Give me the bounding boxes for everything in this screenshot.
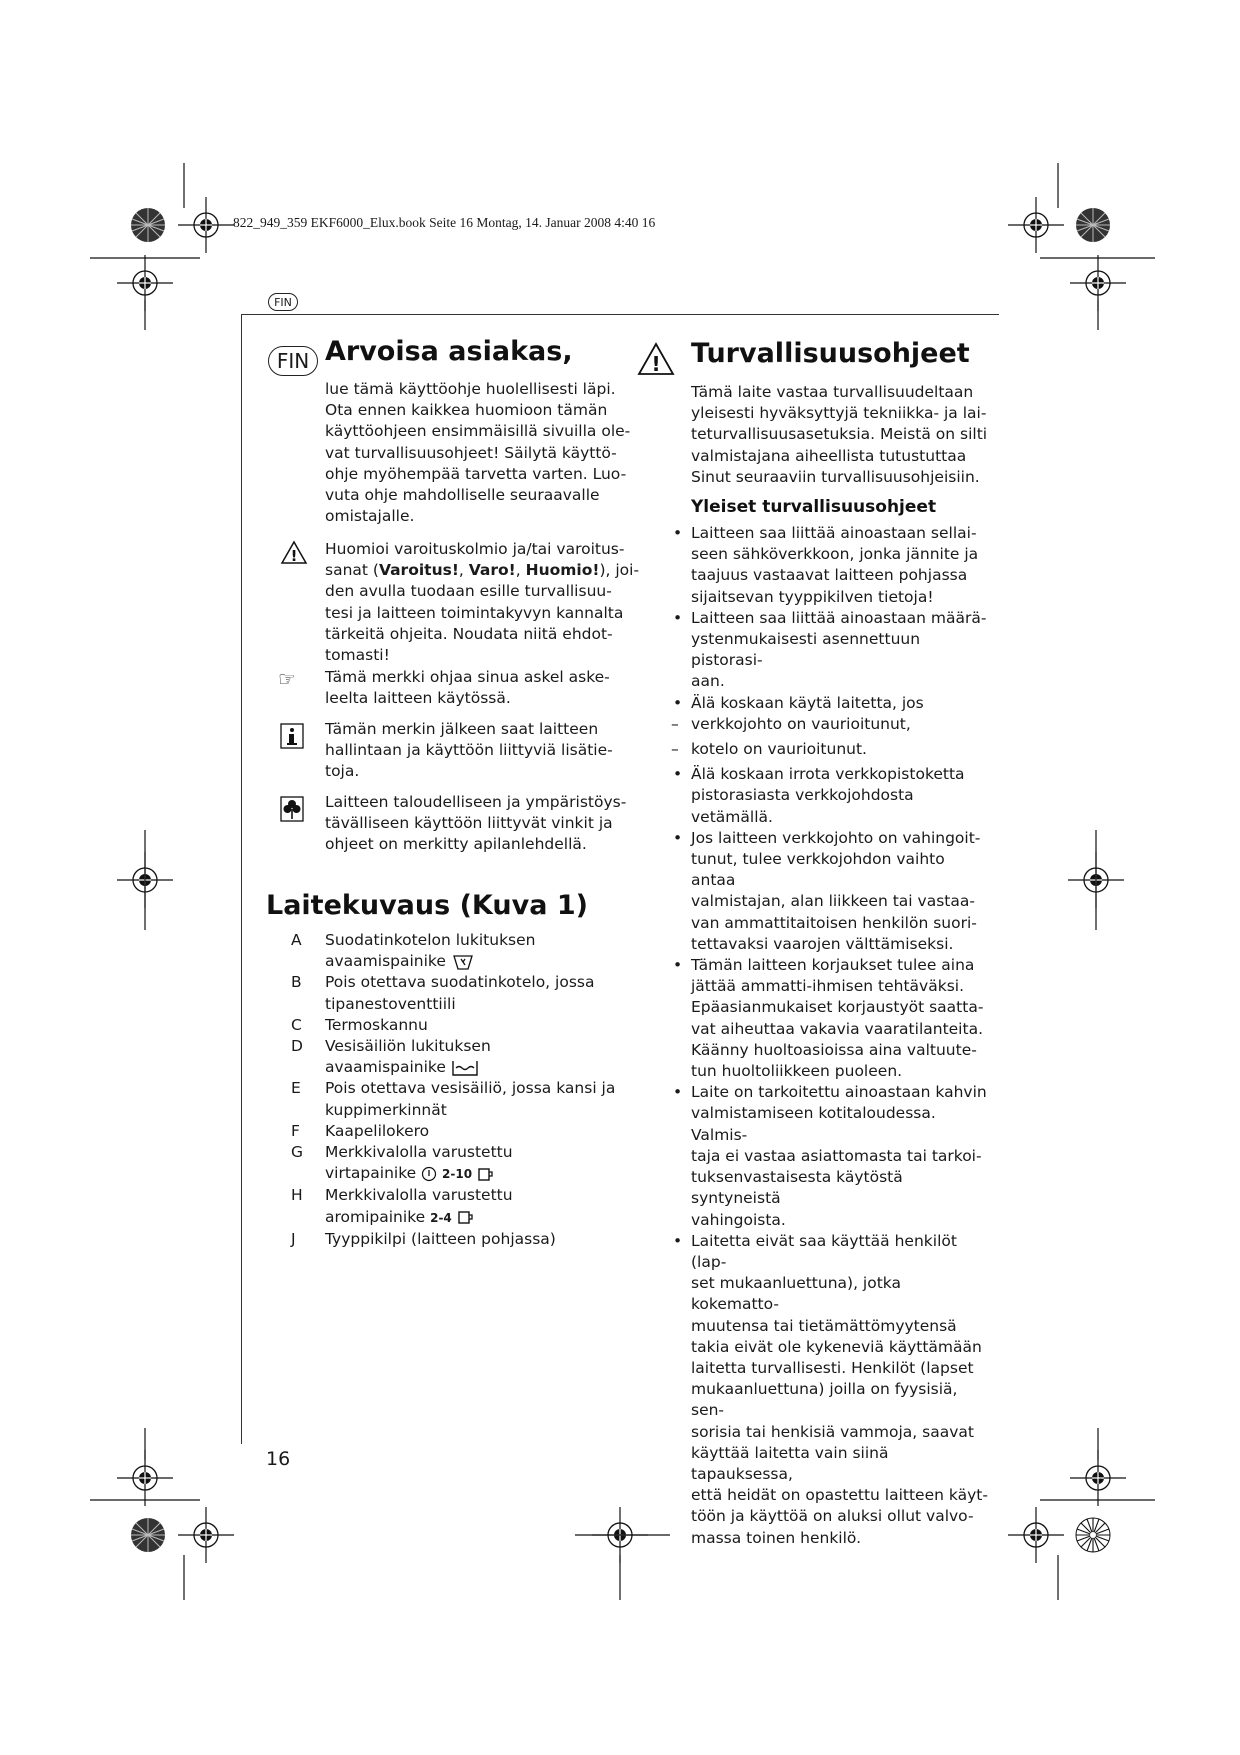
- list-item: • Älä koskaan käytä laitetta, jos: [671, 693, 991, 714]
- intro-body: lue tämä käyttöohje huolellisesti läpi. Ota ennen kaikkea huomioon tämän käyttöohjeen ensimmäisillä sivuilla ole- vat turvallisuusohjeet! Säilytä käyttö- ohje myöhempää tarvetta varten. Luo- vuta ohje mahdolliselle seuraavalle omistajalle.: [325, 380, 631, 526]
- cup-icon: [457, 1209, 475, 1225]
- list-item: D Vesisäiliön lukituksen avaamispainike: [291, 1037, 491, 1077]
- list-item: • Älä koskaan irrota verkkopistoketta pistorasiasta verkkojohdosta vetämällä.: [671, 764, 991, 828]
- general-safety-subtitle: Yleiset turvallisuusohjeet: [691, 497, 937, 517]
- info-note: Tämän merkin jälkeen saat laitteen hallintaan ja käyttöön liittyviä lisätie- toja.: [325, 720, 613, 781]
- list-item: • Laitetta eivät saa käyttää henkilöt (lap- set mukaanluettuna), jotka kokematto- muutensa tai tietämättömyytensä takia eivät ole kykeneviä käyttämään laitetta turvallisesti. Henkilöt (lapset mukaanluettuna) joilla on fyysisiä, sen- sorisia tai henkisiä vammoja, saavat käyttää laitetta vain siinä tapauksessa, että heidät on opastettu laitteen käyt- töön ja käyttöä on aluksi ollut valvo- massa toinen henkilö.: [671, 1231, 991, 1549]
- device-description-title: Laitekuvaus (Kuva 1): [266, 890, 588, 921]
- intro-title: Arvoisa asiakas,: [325, 336, 573, 367]
- filter-unlock-icon: [451, 953, 475, 971]
- list-item: • Laite on tarkoitettu ainoastaan kahvin valmistamiseen kotitaloudessa. Valmis- taja ei vastaa asiattomasta tai tarkoi- tuksenvastaisesta käytöstä syntyneistä vahingoista.: [671, 1082, 991, 1230]
- list-item: • Laitteen saa liittää ainoastaan määrä- ystenmukaisesti asennettuun pistorasi- aan.: [671, 608, 991, 693]
- list-item: H Merkkivalolla varustettu aromipainike 2-4: [291, 1186, 513, 1226]
- safety-list: [671, 523, 991, 1549]
- print-header: 822_949_359 EKF6000_Elux.book Seite 16 Montag, 14. Januar 2008 4:40 16: [233, 215, 656, 230]
- list-item: • Laitteen saa liittää ainoastaan sellai- seen sähköverkkoon, jonka jännite ja taajuus vastaavat laitteen pohjassa sijaitsevan tyyppikilven tietoja!: [671, 523, 991, 608]
- list-item: • Jos laitteen verkkojohto on vahingoit- tunut, tulee verkkojohdon vaihto antaa valmistajan, alan liikkeen tai vastaa- van ammattitaitoisen henkilön suori- tettavaksi vaarojen välttämiseksi.: [671, 828, 991, 955]
- svg-text:!: !: [290, 547, 298, 565]
- language-badge: FIN: [268, 346, 318, 376]
- page-number: 16: [266, 1448, 291, 1470]
- safety-warning-icon: [637, 342, 675, 376]
- svg-text:!: !: [651, 352, 661, 376]
- list-item: A Suodatinkotelon lukituksen avaamispainike: [291, 931, 536, 971]
- warning-triangle-icon: [280, 540, 308, 565]
- left-rule: [241, 314, 242, 1444]
- eco-note: Laitteen taloudelliseen ja ympäristöys- tävälliseen käyttöön liittyvät vinkit ja ohjeet on merkitty apilanlehdellä.: [325, 793, 627, 854]
- info-icon: [280, 723, 304, 749]
- top-rule: [241, 314, 999, 315]
- cup-icon: [477, 1166, 495, 1182]
- list-item: C Termoskannu: [291, 1015, 428, 1034]
- list-item: – kotelo on vaurioitunut.: [671, 739, 991, 760]
- pointing-hand-icon: ☞: [278, 667, 296, 691]
- safety-intro: Tämä laite vastaa turvallisuudeltaan yleisesti hyväksyttyjä tekniikka- ja lai- teturvallisuusasetuksia. Meistä on silti valmistajana aiheellista tutustuttaa Sinut seuraaviin turvallisuusohjeisiin.: [691, 383, 988, 486]
- device-parts-list: [291, 930, 651, 1250]
- list-item: G Merkkivalolla varustettu virtapainike 2-10: [291, 1143, 513, 1183]
- language-badge-small: FIN: [268, 293, 298, 311]
- list-item: B Pois otettava suodatinkotelo, jossa tipanestoventtiili: [291, 973, 595, 1013]
- clover-leaf-icon: [280, 796, 304, 822]
- power-icon: [421, 1166, 437, 1182]
- hand-note: Tämä merkki ohjaa sinua askel aske- leelta laitteen käytössä.: [325, 668, 610, 708]
- safety-title: Turvallisuusohjeet: [691, 338, 970, 369]
- list-item: E Pois otettava vesisäiliö, jossa kansi ja kuppimerkinnät: [291, 1079, 616, 1119]
- list-item: • Tämän laitteen korjaukset tulee aina jättää ammatti-ihmisen tehtäväksi. Epäasianmukaiset korjaustyöt saatta- vat aiheuttaa vakavia vaaratilanteita. Käänny huoltoasioissa aina valtuute- tun huoltoliikkeen puoleen.: [671, 955, 991, 1082]
- list-item: F Kaapelilokero: [291, 1121, 430, 1140]
- list-item: – verkkojohto on vaurioitunut,: [671, 714, 991, 735]
- warning-note: Huomioi varoituskolmio ja/tai varoitus- sanat (Varoitus!, Varo!, Huomio!), joi- den avulla tuodaan esille turvallisuu- tesi ja laitteen toimintakyvyn kannalta tärkeitä ohjeita. Noudata niitä ehdot- tomasti!: [325, 540, 640, 665]
- water-tank-icon: [451, 1059, 479, 1077]
- list-item: J Tyyppikilpi (laitteen pohjassa): [291, 1229, 556, 1248]
